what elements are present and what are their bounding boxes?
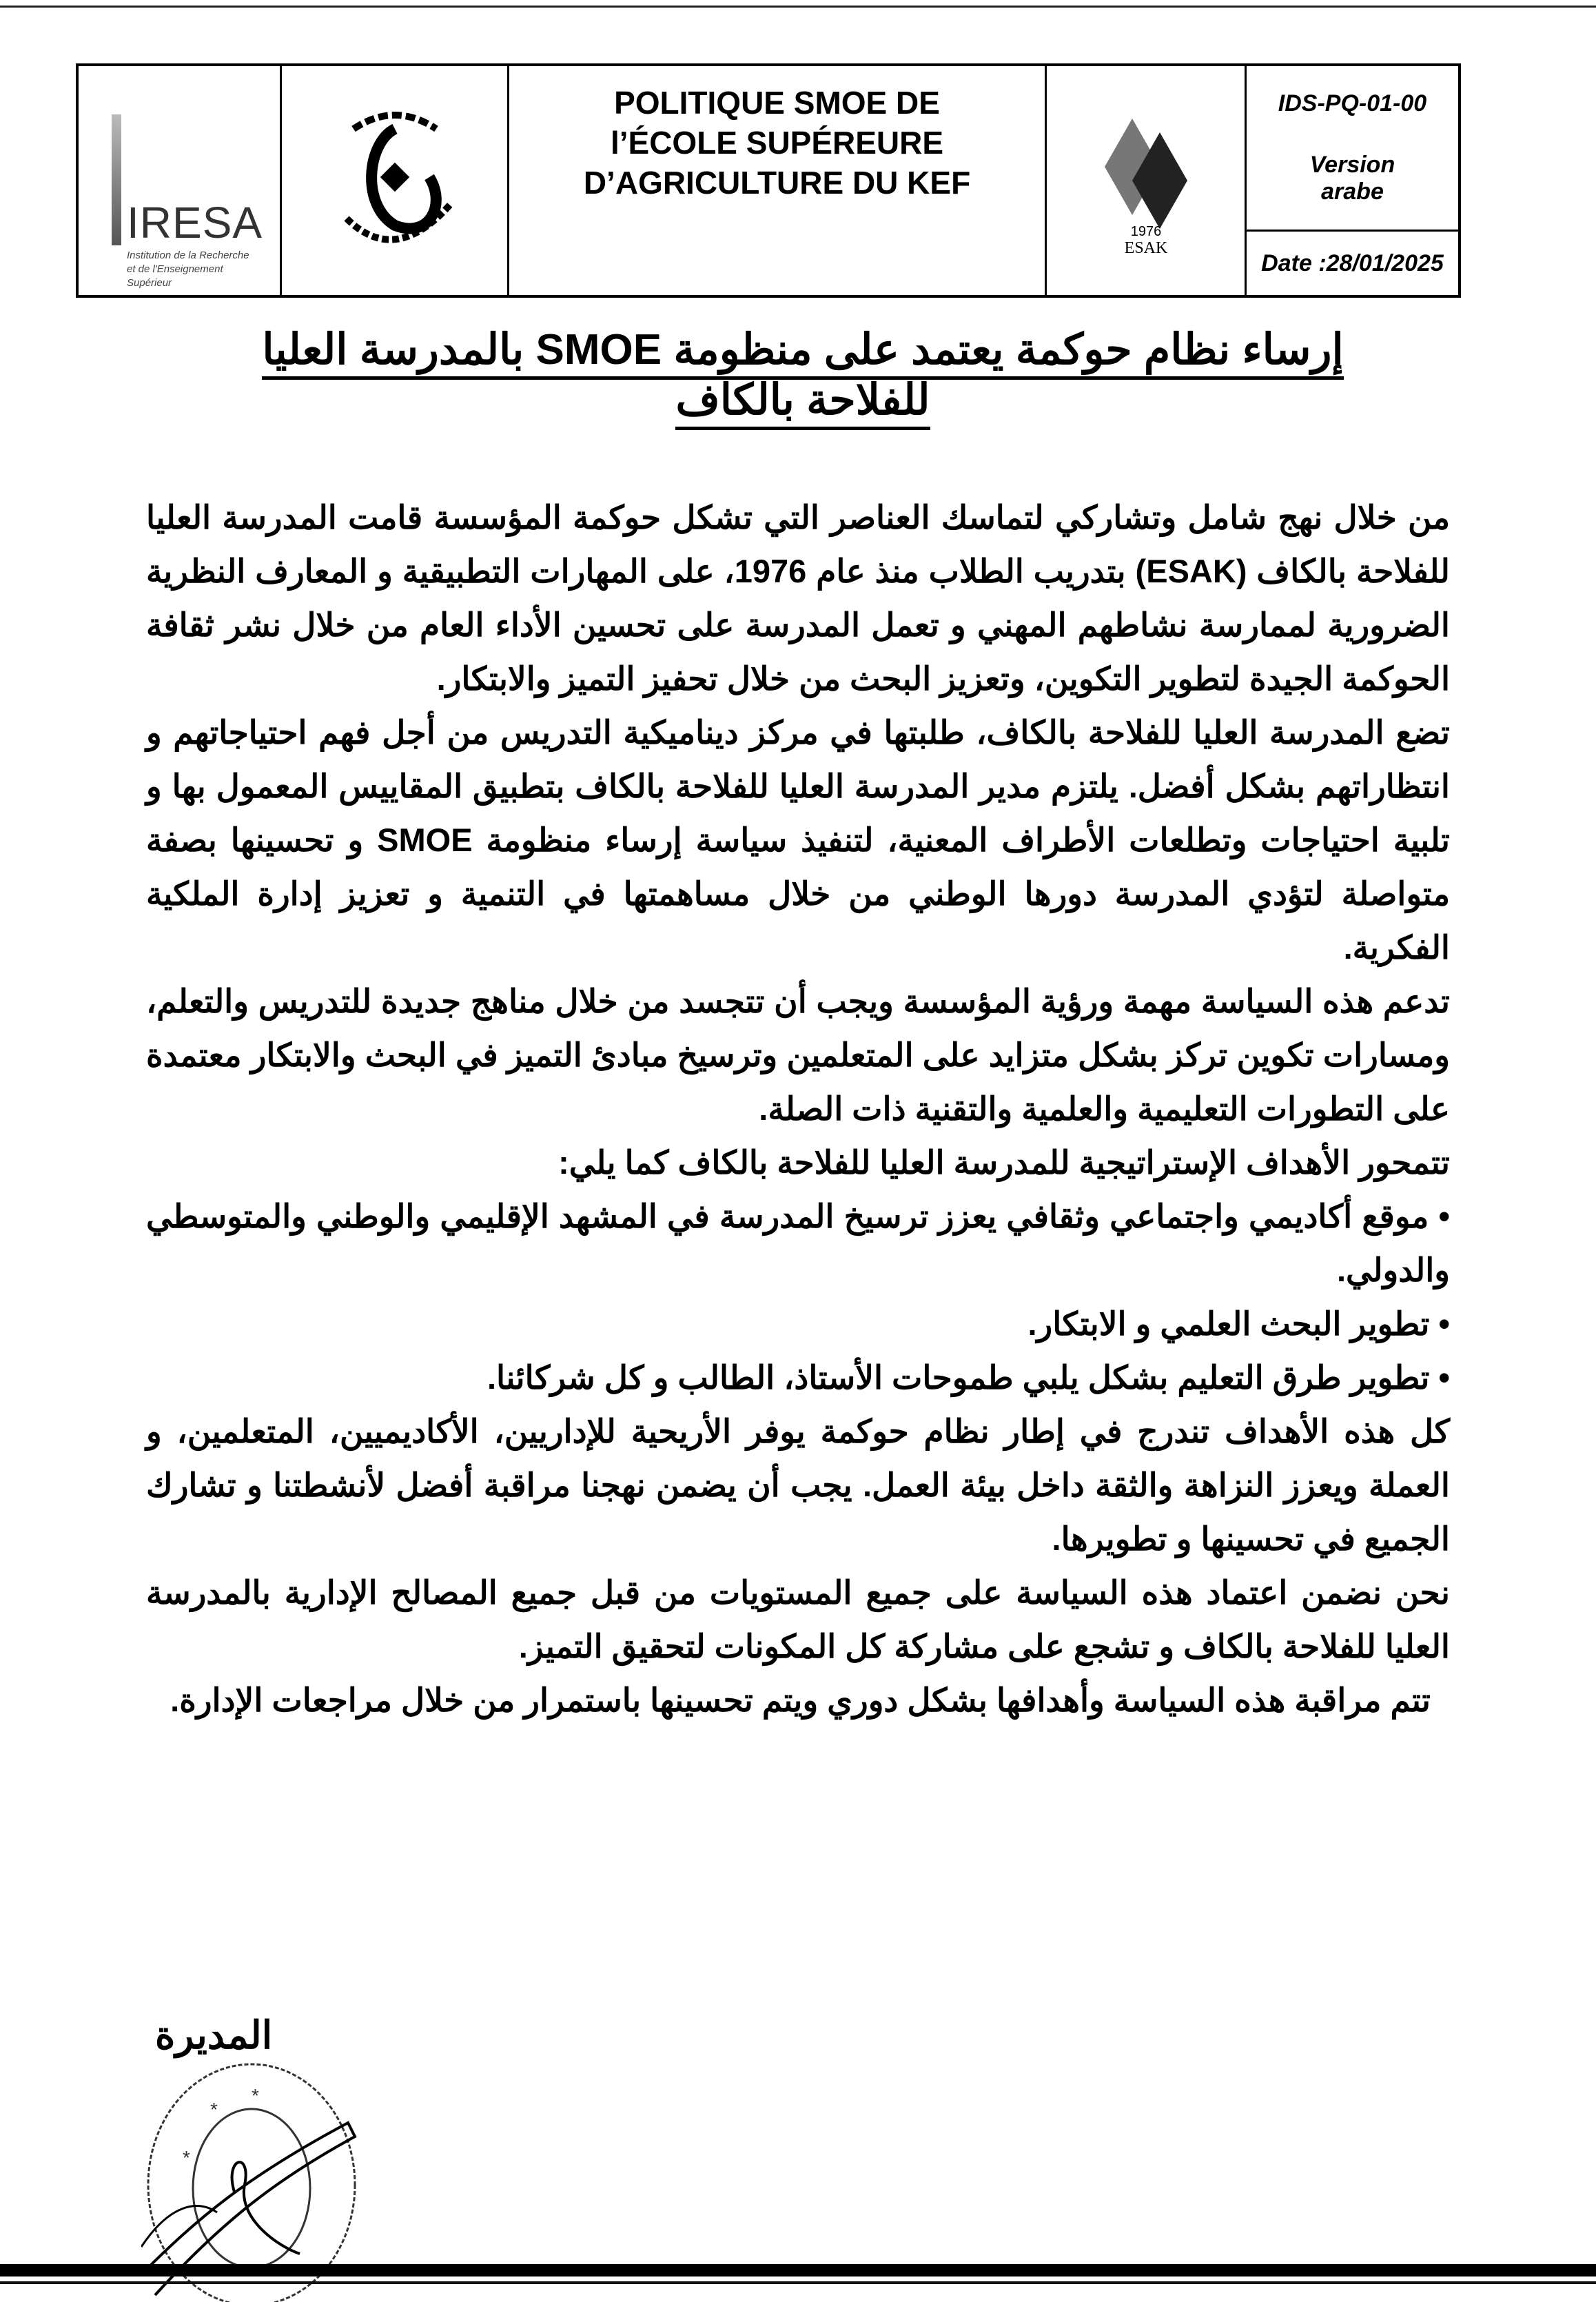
- paragraph: من خلال نهج شامل وتشاركي لتماسك العناصر التي تشكل حوكمة المؤسسة قامت المدرسة العليا للفلاحة بالكاف (ESAK) بتدريب الطلاب منذ عام 1976، على المهارات التطبيقية و المعارف النظرية الضرورية لممارسة نشاطهم المهني و تعمل المدرسة على تحسين الأداء العام من خلال نشر ثقافة الحوكمة الجيدة لتطوير التكوين، وتعزيز البحث من خلال تحفيز التميز والابتكار.: [146, 499, 1451, 697]
- paragraph: تضع المدرسة العليا للفلاحة بالكاف، طلبتها في مركز ديناميكية التدريس من أجل فهم احتياجاتهم و انتظاراتهم بشكل أفضل. يلتزم مدير المدرسة العليا للفلاحة بالكاف بتطبيق المقاييس المعمول بها و تلبية احتياجات وتطلعات الأطراف المعنية، لتنفيذ سياسة إرساء منظومة SMOE و تحسينها بصفة متواصلة لتؤدي المدرسة دورها الوطني من خلال مساهمتها في التنمية و تعزيز إدارة الملكية الفكرية.: [146, 714, 1450, 966]
- document-title: [207, 324, 1399, 425]
- iresa-logo: [106, 94, 263, 289]
- version-language: arabe: [1321, 179, 1384, 205]
- esak-logo-cell: [1047, 66, 1247, 295]
- paragraph: تدعم هذه السياسة مهمة ورؤية المؤسسة ويجب أن تتجسد من خلال مناهج جديدة للتدريس والتعلم، ومسارات تكوين تركز بشكل متزايد على المتعلمين وترسيخ مبادئ التميز في البحث والابتكار معتمدة على التطورات التعليمية والعلمية والتقنية ذات الصلة.: [146, 983, 1450, 1127]
- objective-item: • تطوير البحث العلمي و الابتكار.: [146, 1297, 1450, 1351]
- document-body: [146, 491, 1450, 1727]
- svg-text:ESAK: ESAK: [1124, 239, 1167, 256]
- document-reference-cell: [1247, 66, 1458, 295]
- header-title-cell: [509, 66, 1047, 295]
- esak-logo: [1101, 105, 1191, 256]
- paragraph: نحن نضمن اعتماد هذه السياسة على جميع المستويات من قبل جميع المصالح الإدارية بالمدرسة العليا للفلاحة بالكاف و تشجع على مشاركة كل المكونات لتحقيق التميز.: [146, 1574, 1450, 1664]
- page-border-bottom-thin: [0, 2281, 1596, 2284]
- header-title-line: D’AGRICULTURE DU KEF: [583, 165, 971, 201]
- iresa-logo-cell: [79, 66, 282, 295]
- svg-text:*: *: [183, 2147, 190, 2168]
- objectives-list: [146, 1190, 1450, 1405]
- document-header-table: [76, 63, 1461, 298]
- document-title-text: إرساء نظام حوكمة يعتمد على منظومة SMOE بالمدرسة العليا للفلاحة بالكاف: [262, 326, 1343, 430]
- iresa-logo-text: IRESA: [127, 198, 263, 247]
- document-version: [1310, 152, 1395, 205]
- paragraph: كل هذه الأهداف تندرج في إطار نظام حوكمة يوفر الأريحية للإداريين، الأكاديميين، المتعلمين، و العملة ويعزز النزاهة والثقة داخل بيئة العمل. يجب أن يضمن نهجنا مراقبة أفضل لأنشطتنا و تشارك الجميع في تحسينها و تطويرها.: [146, 1413, 1450, 1557]
- official-stamp-signature: [141, 2040, 376, 2302]
- university-logo-cell: [282, 66, 509, 295]
- paragraph: تتمحور الأهداف الإستراتيجية للمدرسة العليا للفلاحة بالكاف كما يلي:: [558, 1144, 1450, 1181]
- version-label: Version: [1309, 152, 1395, 178]
- svg-text:*: *: [210, 2099, 218, 2120]
- svg-text:*: *: [252, 2085, 259, 2106]
- document-reference: IDS-PQ-01-00: [1278, 90, 1427, 116]
- document-header-title: [584, 83, 970, 203]
- university-jendouba-logo: [326, 101, 464, 260]
- svg-text:1976: 1976: [1130, 224, 1161, 239]
- objective-item: • موقع أكاديمي واجتماعي وثقافي يعزز ترسيخ المدرسة في المشهد الإقليمي والوطني والمتوسطي والدولي.: [146, 1190, 1450, 1297]
- objective-item: • تطوير طرق التعليم بشكل يلبي طموحات الأستاذ، الطالب و كل شركائنا.: [146, 1351, 1450, 1405]
- paragraph: تتم مراقبة هذه السياسة وأهدافها بشكل دوري ويتم تحسينها باستمرار من خلال مراجعات الإدارة.: [170, 1682, 1431, 1718]
- page-border-bottom: [0, 2264, 1596, 2276]
- document-date: Date :28/01/2025: [1261, 249, 1444, 276]
- iresa-logo-subtitle: Institution de la Recherche et de l'Enseignement Supérieur: [127, 249, 249, 289]
- header-title-line: l’ÉCOLE SUPÉREURE: [610, 125, 944, 161]
- page-border-top: [0, 6, 1596, 8]
- signatory-title: المديرة: [155, 2013, 273, 2057]
- header-title-line: POLITIQUE SMOE DE: [614, 85, 940, 121]
- iresa-logo-bar: [112, 114, 121, 245]
